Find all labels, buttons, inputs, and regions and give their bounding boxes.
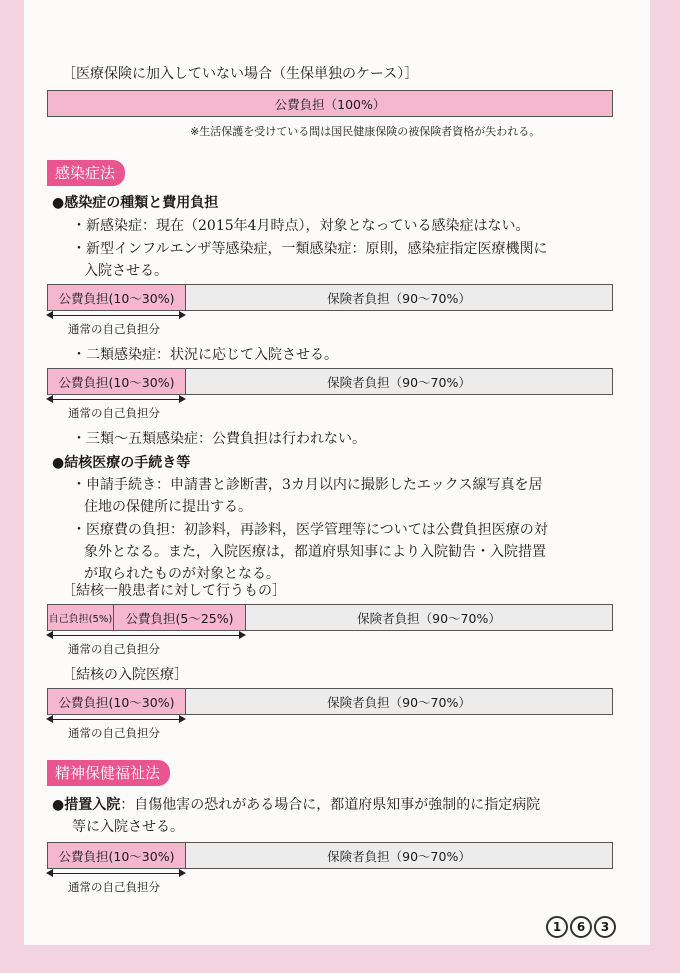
mental-text: ：自傷他害の恐れがある場合に，都道府県知事が強制的に指定病院	[120, 797, 541, 813]
tb-general-label: ［結核一般患者に対して行うもの］	[62, 583, 286, 599]
no-insurance-label: ［医療保険に加入していない場合（生保単独のケース）］	[62, 66, 419, 82]
self-pay-arrow	[48, 399, 184, 400]
public-share: 公費負担(10〜30%)	[48, 843, 186, 868]
page-digit: 3	[594, 916, 616, 938]
self-pay-arrow	[48, 635, 244, 636]
public-100-bar	[47, 90, 613, 117]
public-share: 公費負担(10〜30%)	[48, 369, 186, 394]
page-number	[546, 916, 616, 938]
self-pay-arrow	[48, 719, 184, 720]
page-digit: 6	[570, 916, 592, 938]
self-pay-arrow	[48, 315, 184, 316]
infection-heading: ●感染症の種類と費用負担	[52, 195, 219, 211]
mental-heading: ●措置入院	[52, 797, 121, 813]
cost-bar-1	[47, 284, 613, 311]
self-pay-label: 通常の自己負担分	[68, 880, 160, 894]
tb-inpatient-label: ［結核の入院医療］	[62, 667, 188, 683]
tb-item-apply-1: ・申請手続き：申請書と診断書，3カ月以内に撮影したエックス線写真を居	[72, 477, 543, 493]
self-pay-label: 通常の自己負担分	[68, 406, 160, 420]
page-digit: 1	[546, 916, 568, 938]
mental-line-2: 等に入院させる。	[72, 819, 184, 835]
self-pay-label: 通常の自己負担分	[68, 726, 160, 740]
welfare-note: ※生活保護を受けている間は国民健康保険の被保険者資格が失われる。	[190, 125, 541, 138]
cost-bar-2	[47, 368, 613, 395]
mental-line-1	[52, 794, 540, 814]
public-share: 公費負担(10〜30%)	[48, 689, 186, 714]
public-share: 公費負担(10〜30%)	[48, 285, 186, 310]
section-title-infection: 感染症法	[47, 160, 125, 186]
insurer-share: 保険者負担（90〜70%）	[186, 285, 612, 310]
public-100-text: 公費負担（100%）	[48, 91, 612, 116]
cost-bar-3	[47, 604, 613, 631]
infection-item-class2: ・二類感染症：状況に応じて入院させる。	[72, 347, 338, 363]
tb-item-cost-3: が取られたものが対象となる。	[84, 566, 280, 582]
insurer-share: 保険者負担（90〜70%）	[246, 605, 612, 630]
infection-item-flu-1: ・新型インフルエンザ等感染症，一類感染症：原則，感染症指定医療機関に	[72, 241, 548, 257]
infection-item-class3-5: ・三類〜五類感染症：公費負担は行われない。	[72, 431, 366, 447]
self-pay-label: 通常の自己負担分	[68, 322, 160, 336]
self-pay-arrow	[48, 873, 184, 874]
public-share: 公費負担(5〜25%)	[114, 605, 246, 630]
insurer-share: 保険者負担（90〜70%）	[186, 369, 612, 394]
section-title-mental: 精神保健福祉法	[47, 760, 170, 786]
self-pay-label: 通常の自己負担分	[68, 642, 160, 656]
tb-item-apply-2: 住地の保健所に提出する。	[84, 499, 252, 515]
self-share-box: 自己負担(5%)	[48, 605, 114, 630]
tb-heading: ●結核医療の手続き等	[52, 455, 191, 471]
infection-item-new: ・新感染症：現在（2015年4月時点），対象となっている感染症はない。	[72, 218, 530, 234]
cost-bar-5	[47, 842, 613, 869]
infection-item-flu-2: 入院させる。	[84, 263, 168, 279]
tb-item-cost-1: ・医療費の負担：初診料，再診料，医学管理等については公費負担医療の対	[72, 522, 548, 538]
insurer-share: 保険者負担（90〜70%）	[186, 689, 612, 714]
tb-item-cost-2: 象外となる。また，入院医療は，都道府県知事により入院勧告・入院措置	[84, 544, 546, 560]
insurer-share: 保険者負担（90〜70%）	[186, 843, 612, 868]
cost-bar-4	[47, 688, 613, 715]
